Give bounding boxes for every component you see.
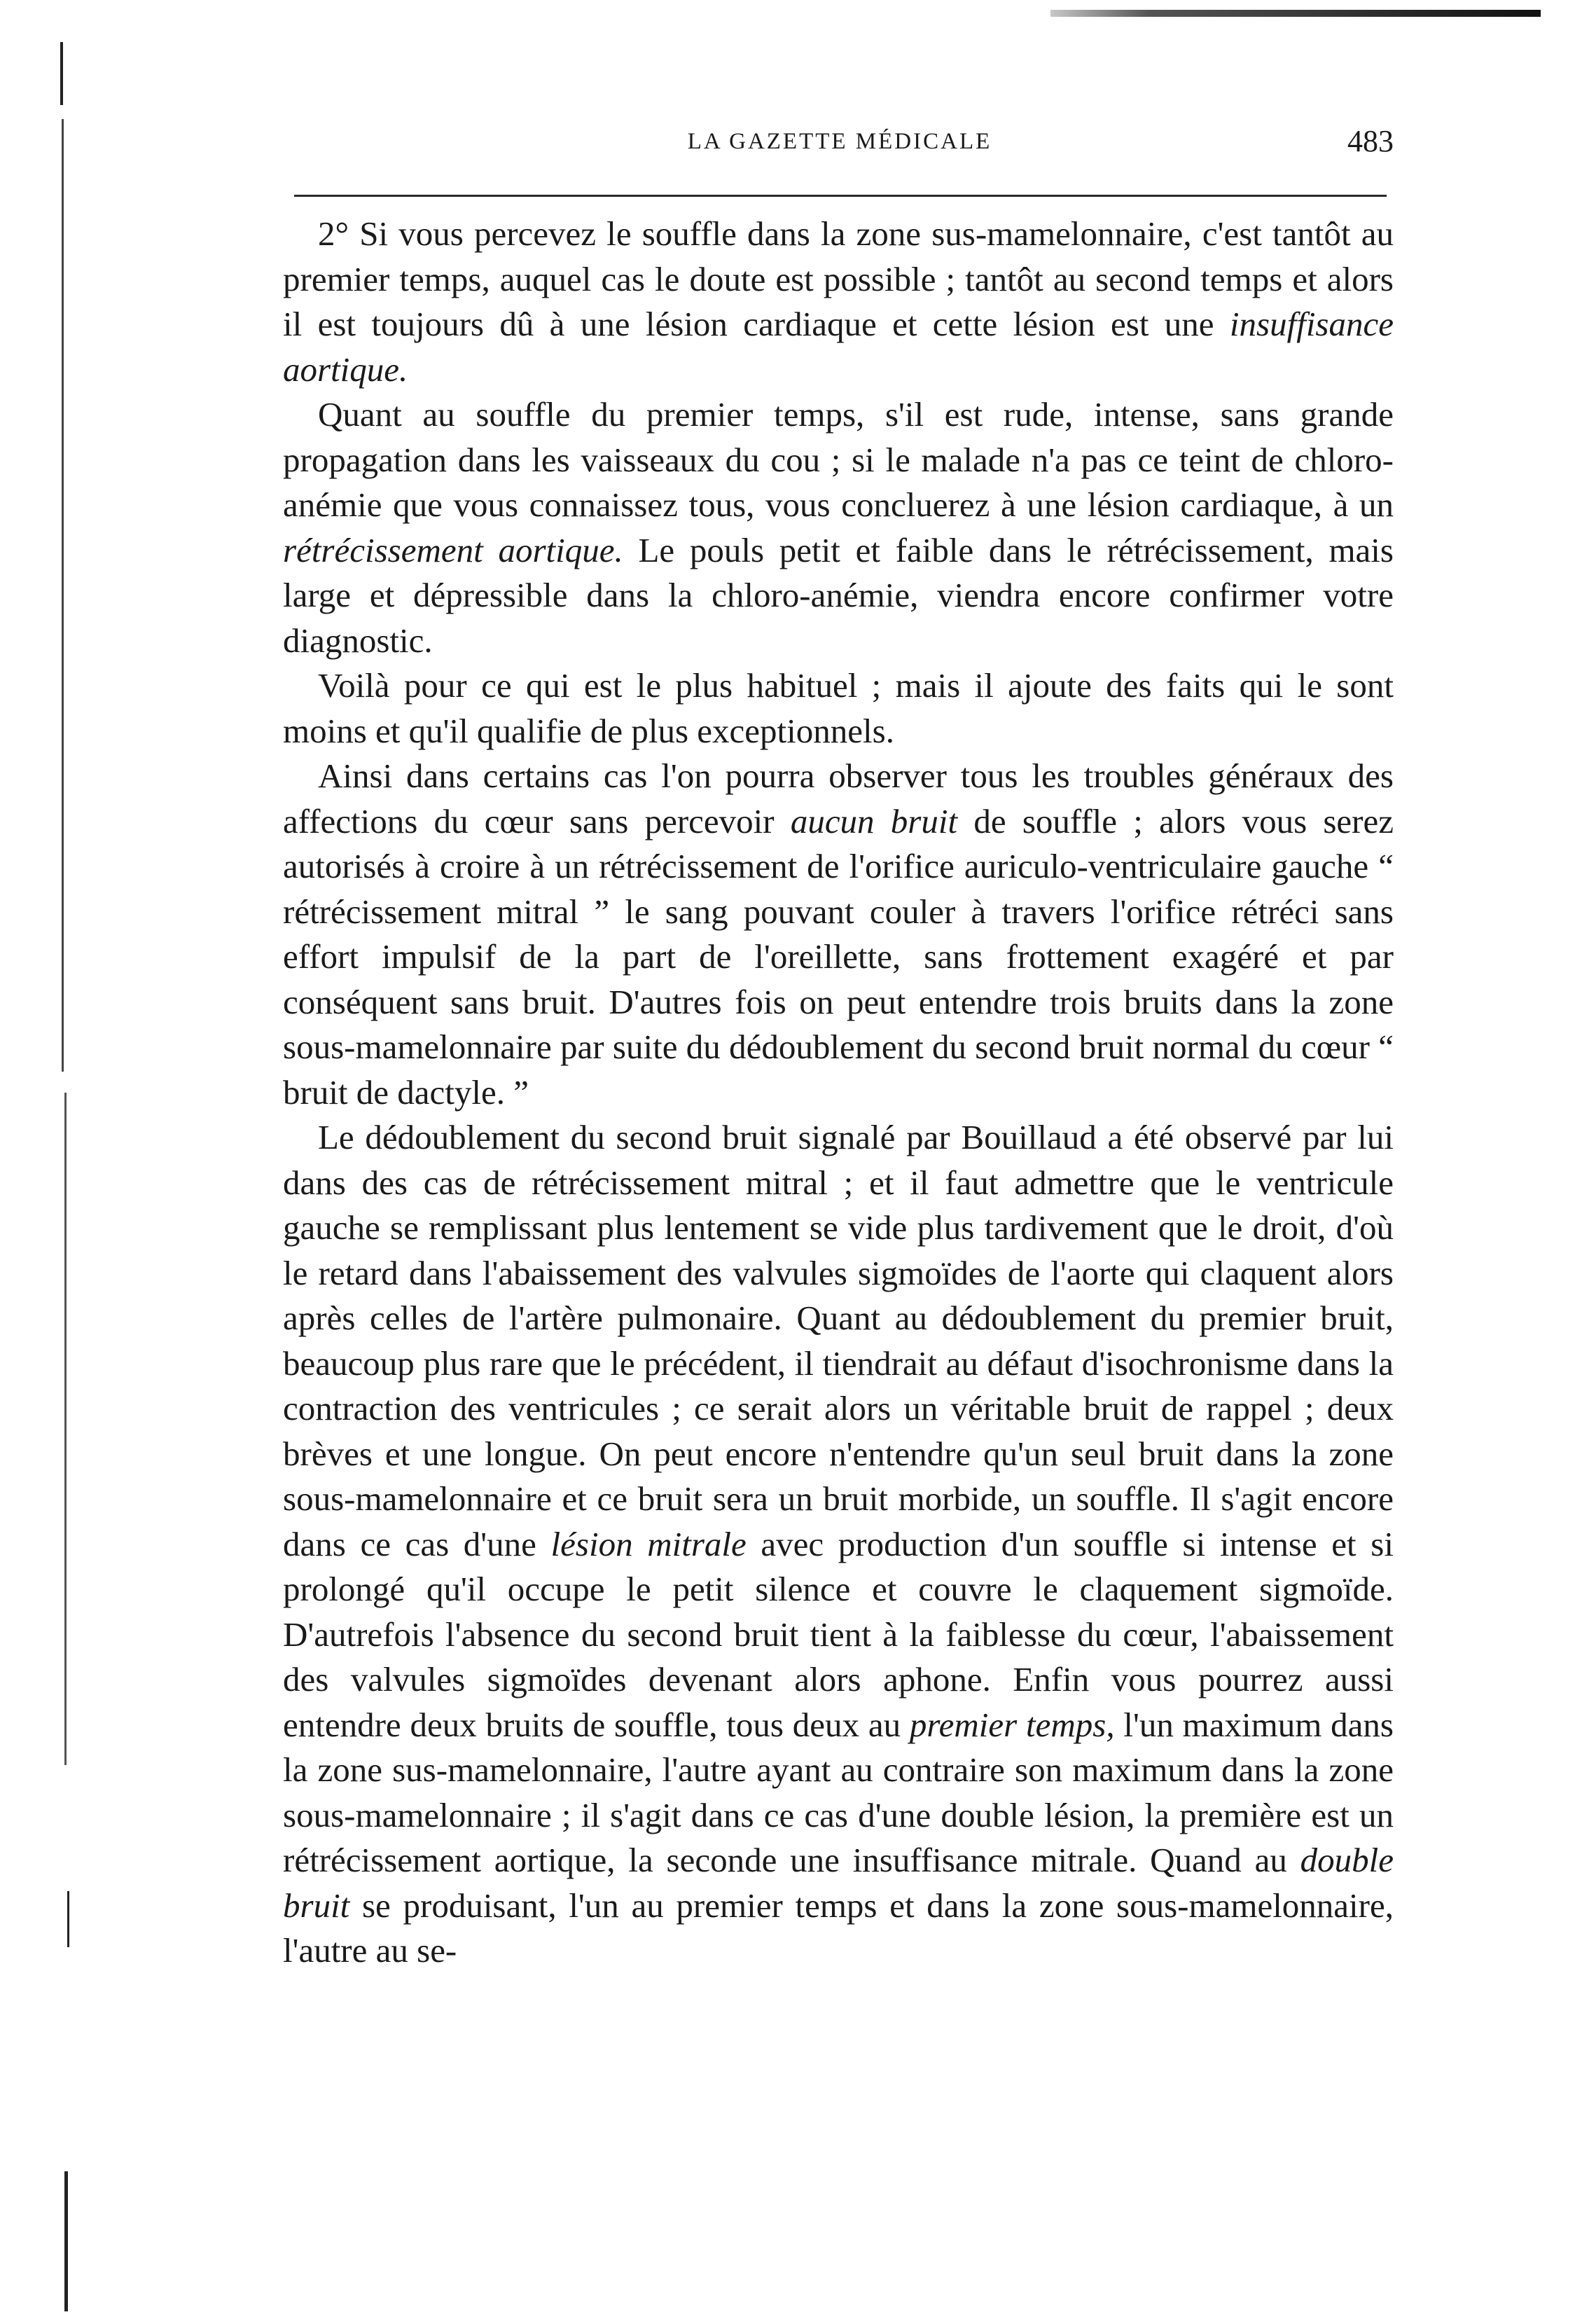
paragraph <box>283 1115 1394 1974</box>
paragraph <box>283 754 1394 1115</box>
text-run: Quant au souffle du premier temps, s'il est rude, intense, sans grande propagation dans les vaisseaux du cou ; si le malade n'a pas ce teint de chloro-anémie que vous connaissez tous, vous concluerez à une lésion cardiaque, à un <box>283 395 1394 524</box>
top-edge-rule <box>1050 10 1541 17</box>
italic-phrase: lésion mitrale <box>550 1524 747 1563</box>
italic-phrase: insuffisance aortique. <box>283 305 1394 389</box>
text-run: Ainsi dans certains cas l'on pourra observer tous les troubles généraux des affections du cœur sans percevoir <box>283 756 1394 841</box>
text-run: l'un maximum dans la zone sus-mamelonnaire, l'autre ayant au contraire son maximum dans la zone sous-mamelonnaire ; il s'agit dans ce cas d'une double lésion, la première est un rétrécissement aortique, la seconde une insuffisance mitrale. Quand au <box>283 1705 1394 1879</box>
text-run: Le pouls petit et faible dans le rétrécissement, mais large et dépressible dans la chloro-anémie, viendra encore confirmer votre diagnostic. <box>283 530 1394 660</box>
text-run: 2° Si vous percevez le souffle dans la zone sus-mamelonnaire, c'est tantôt au premier temps, auquel cas le doute est possible ; tantôt au second temps et alors il est toujours dû à une lésion cardiaque et cette lésion est une <box>283 214 1394 343</box>
italic-phrase: rétrécissement aortique. <box>283 530 623 569</box>
text-run: se produisant, l'un au premier temps et dans la zone sous-mamelonnaire, l'autre au se- <box>283 1886 1394 1970</box>
italic-phrase: aucun bruit <box>790 801 958 841</box>
italic-phrase: double bruit <box>283 1841 1394 1925</box>
page-number: 483 <box>1347 124 1394 158</box>
text-run: avec production d'un souffle si intense et si prolongé qu'il occupe le petit silence et couvre le claquement sigmoïde. D'autrefois l'absence du second bruit tient à la faiblesse du cœur, l'abaissement des valvules sigmoïdes devenant alors aphone. Enfin vous pourrez aussi entendre deux bruits de souffle, tous deux au <box>283 1524 1394 1744</box>
binding-edge-mark <box>60 42 63 105</box>
text-run: Le dédoublement du second bruit signalé par Bouillaud a été observé par lui dans des cas de rétrécissement mitral ; et il faut admettre que le ventricule gauche se remplissant plus lentement se vide plus tardivement que le droit, d'où le retard dans l'abaissement des valvules sigmoïdes de l'aorte qui claquent alors après celles de l'artère pulmonaire. Quant au dédoublement du premier bruit, beaucoup plus rare que le précédent, il tiendrait au défaut d'isochronisme dans la contraction des ventricules ; ce serait alors un véritable bruit de rappel ; deux brèves et une longue. On peut encore n'entendre qu'un seul bruit dans la zone sous-mamelonnaire et ce bruit sera un bruit morbide, un souffle. Il s'agit encore dans ce cas d'une <box>283 1118 1394 1563</box>
running-title: LA GAZETTE MÉDICALE <box>687 129 992 154</box>
binding-edge-mark <box>62 119 64 1072</box>
paragraph <box>283 212 1394 392</box>
body-text <box>283 212 1394 1974</box>
binding-edge-mark <box>64 2171 68 2311</box>
binding-edge-mark <box>64 1093 67 1765</box>
text-run: Voilà pour ce qui est le plus habituel ; mais il ajoute des faits qui le sont moins et qu'il qualifie de plus exceptionnels. <box>283 666 1394 750</box>
paragraph <box>283 392 1394 663</box>
text-run: de souffle ; alors vous serez autorisés à croire à un rétrécissement de l'orifice auriculo-ventriculaire gauche “ rétrécissement mitral ” le sang pouvant couler à travers l'orifice rétréci sans effort impulsif de la part de l'oreillette, sans frottement exagéré et par conséquent sans bruit. D'autres fois on peut entendre trois bruits dans la zone sous-mamelonnaire par suite du dédoublement du second bruit normal du cœur “ bruit de dactyle. ” <box>283 801 1394 1112</box>
paragraph <box>283 663 1394 754</box>
page-header <box>283 123 1396 165</box>
binding-edge-mark <box>67 1891 69 1947</box>
header-rule <box>294 195 1387 197</box>
italic-phrase: premier temps, <box>909 1705 1115 1744</box>
